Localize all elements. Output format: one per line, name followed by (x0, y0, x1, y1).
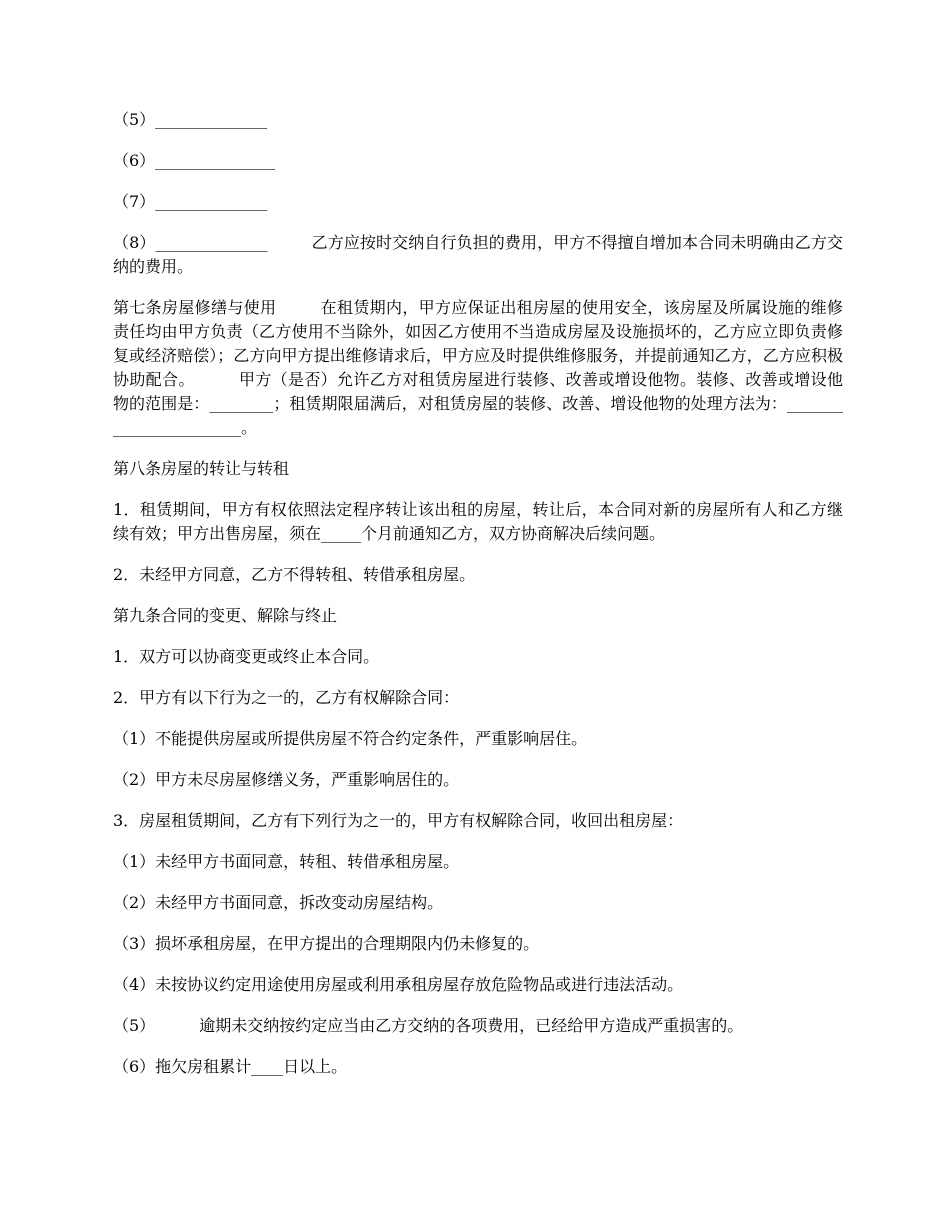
article-9-item-3-sub-1: （1）未经甲方书面同意，转租、转借承租房屋。 (113, 852, 460, 871)
article-8-item-1: 1．租赁期间，甲方有权依照法定程序转让该出租的房屋，转让后，本合同对新的房屋所有人和乙方继续有效；甲方出售房屋，须在_____个月前通知乙方，双方协商解决后续问题。 (113, 500, 843, 543)
article-7-renovation-text: 甲方（是否）允许乙方对租赁房屋进行装修、改善或增设他物。装修、改善或增设他物的范围是：________；租赁期限届满后，对租赁房屋的装修、改善、增设他物的处理方法为：_______________________。 (113, 370, 843, 437)
sub-5-text: 逾期未交纳按约定应当由乙方交纳的各项费用，已经给甲方造成严重损害的。 (199, 1016, 744, 1035)
article-7-heading: 第七条房屋修缮与使用 (113, 298, 277, 317)
article-8-heading: 第八条房屋的转让与转租 (113, 459, 290, 478)
article-7-maintenance-text: 在租赁期内，甲方应保证出租房屋的使用安全，该房屋及所属设施的维修责任均由甲方负责（乙方使用不当除外，如因乙方使用不当造成房屋及设施损坏的，乙方应立即负责修复或经济赔偿）；乙方向甲方提出维修请求后，甲方应及时提供维修服务，并提前通知乙方，乙方应积极协助配合。 (113, 298, 843, 389)
article-7-paragraph (113, 296, 843, 440)
article-9-item-1: 1．双方可以协商变更或终止本合同。 (113, 647, 380, 666)
sub-5-label: （5） (113, 1016, 156, 1035)
article-9-item-2-sub-1: （1）不能提供房屋或所提供房屋不符合约定条件，严重影响居住。 (113, 729, 588, 748)
article-9-item-3-sub-3: （3）损坏承租房屋，在甲方提出的合理期限内仍未修复的。 (113, 934, 540, 953)
clause-item-6: （6）_______________ (113, 151, 276, 170)
article-9-item-3: 3．房屋租赁期间，乙方有下列行为之一的，甲方有权解除合同，收回出租房屋： (113, 811, 684, 830)
clause-item-7: （7）______________ (113, 192, 268, 211)
document-page (113, 108, 843, 1096)
article-9-item-3-sub-6: （6）拖欠房租累计____日以上。 (113, 1057, 348, 1076)
article-9-item-2-sub-2: （2）甲方未尽房屋修缮义务，严重影响居住的。 (113, 770, 460, 789)
clause-item-8-label: （8）______________ (113, 233, 268, 252)
article-9-item-2: 2．甲方有以下行为之一的，乙方有权解除合同： (113, 688, 460, 707)
article-9-heading: 第九条合同的变更、解除与终止 (113, 606, 338, 625)
article-9-item-3-sub-4: （4）未按协议约定用途使用房屋或利用承租房屋存放危险物品或进行违法活动。 (113, 975, 684, 994)
article-8-item-2: 2．未经甲方同意，乙方不得转租、转借承租房屋。 (113, 565, 476, 584)
article-9-item-3-sub-2: （2）未经甲方书面同意，拆改变动房屋结构。 (113, 893, 444, 912)
clause-item-8 (113, 231, 843, 279)
clause-item-5: （5）______________ (113, 110, 268, 129)
fee-payment-text: 乙方应按时交纳自行负担的费用，甲方不得擅自增加本合同未明确由乙方交纳的费用。 (113, 233, 843, 276)
article-9-item-3-sub-5 (113, 1014, 843, 1038)
